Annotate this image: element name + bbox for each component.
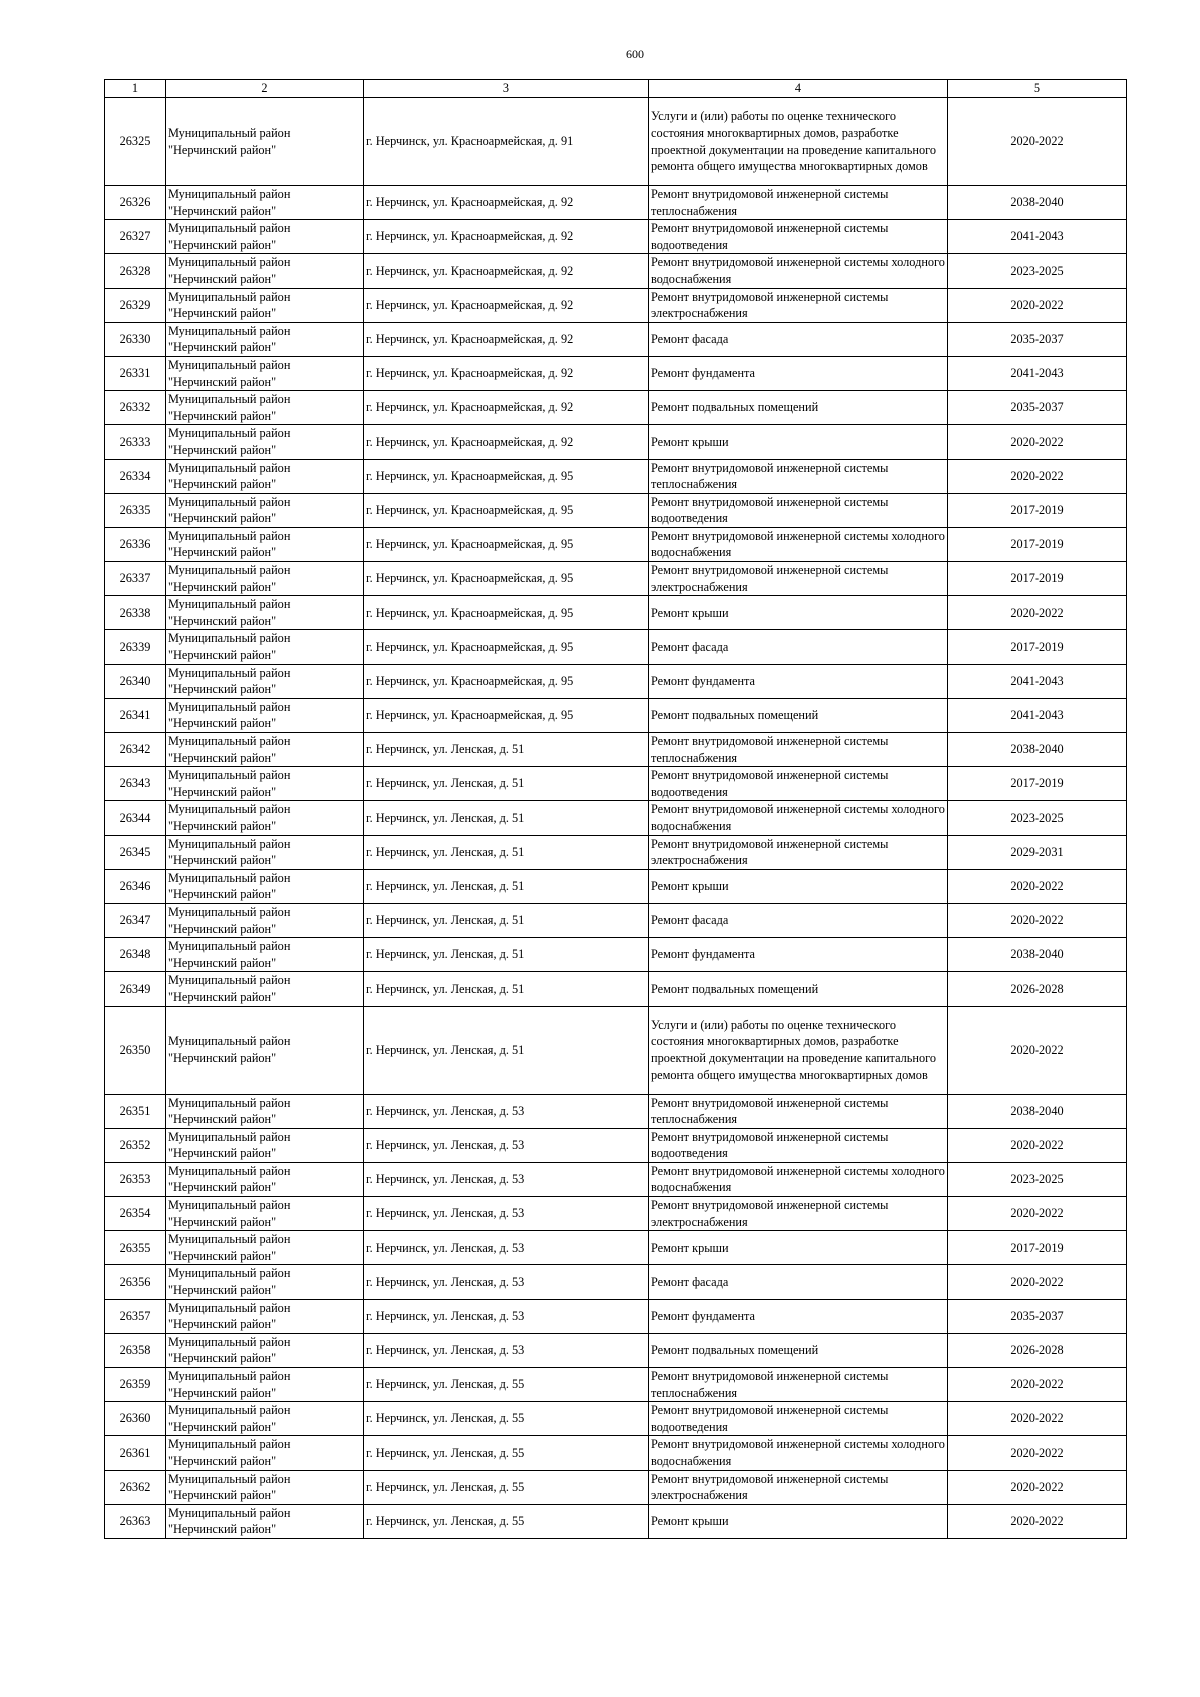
municipality-cell: Муниципальный район "Нерчинский район" [166,1299,364,1333]
work-type-cell: Ремонт фундамента [649,938,948,972]
address-cell: г. Нерчинск, ул. Ленская, д. 51 [364,801,649,835]
municipality-cell: Муниципальный район "Нерчинский район" [166,972,364,1006]
table-row [105,835,1127,869]
work-type-cell: Ремонт внутридомовой инженерной системы электроснабжения [649,288,948,322]
table-row [105,630,1127,664]
period-cell: 2023-2025 [948,1162,1127,1196]
work-type-cell: Ремонт внутридомовой инженерной системы теплоснабжения [649,459,948,493]
period-cell: 2020-2022 [948,1470,1127,1504]
row-number-cell: 26363 [105,1504,166,1538]
page-number: 600 [626,47,644,61]
row-number-cell: 26343 [105,767,166,801]
row-number-cell: 26328 [105,254,166,288]
municipality-cell: Муниципальный район "Нерчинский район" [166,254,364,288]
row-number-cell: 26354 [105,1197,166,1231]
table-body [105,98,1127,1539]
period-cell: 2017-2019 [948,562,1127,596]
address-cell: г. Нерчинск, ул. Красноармейская, д. 95 [364,664,649,698]
period-cell: 2020-2022 [948,1197,1127,1231]
municipality-cell: Муниципальный район "Нерчинский район" [166,1470,364,1504]
period-cell: 2017-2019 [948,1231,1127,1265]
address-cell: г. Нерчинск, ул. Красноармейская, д. 92 [364,425,649,459]
period-cell: 2020-2022 [948,1504,1127,1538]
period-cell: 2020-2022 [948,1402,1127,1436]
work-type-cell: Ремонт фасада [649,903,948,937]
period-cell: 2020-2022 [948,1265,1127,1299]
address-cell: г. Нерчинск, ул. Ленская, д. 55 [364,1504,649,1538]
municipality-cell: Муниципальный район "Нерчинский район" [166,1265,364,1299]
work-type-cell: Ремонт внутридомовой инженерной системы теплоснабжения [649,733,948,767]
table-row [105,220,1127,254]
row-number-cell: 26339 [105,630,166,664]
row-number-cell: 26337 [105,562,166,596]
work-type-cell: Ремонт фасада [649,630,948,664]
work-type-cell: Ремонт фасада [649,322,948,356]
period-cell: 2020-2022 [948,1006,1127,1094]
municipality-cell: Муниципальный район "Нерчинский район" [166,562,364,596]
address-cell: г. Нерчинск, ул. Красноармейская, д. 95 [364,527,649,561]
row-number-cell: 26330 [105,322,166,356]
address-cell: г. Нерчинск, ул. Красноармейская, д. 91 [364,98,649,186]
address-cell: г. Нерчинск, ул. Красноармейская, д. 92 [364,288,649,322]
period-cell: 2038-2040 [948,733,1127,767]
header-col-4: 4 [649,80,948,98]
period-cell: 2038-2040 [948,1094,1127,1128]
row-number-cell: 26334 [105,459,166,493]
period-cell: 2020-2022 [948,1436,1127,1470]
table-row [105,288,1127,322]
municipality-cell: Муниципальный район "Нерчинский район" [166,527,364,561]
address-cell: г. Нерчинск, ул. Ленская, д. 53 [364,1162,649,1196]
work-type-cell: Ремонт подвальных помещений [649,391,948,425]
table-row [105,1094,1127,1128]
period-cell: 2041-2043 [948,664,1127,698]
table-row [105,767,1127,801]
table-row [105,1299,1127,1333]
table-row [105,493,1127,527]
table-row [105,1006,1127,1094]
work-type-cell: Ремонт внутридомовой инженерной системы водоотведения [649,767,948,801]
period-cell: 2020-2022 [948,903,1127,937]
work-type-cell: Ремонт крыши [649,425,948,459]
work-type-cell: Ремонт фундамента [649,1299,948,1333]
address-cell: г. Нерчинск, ул. Ленская, д. 53 [364,1333,649,1367]
period-cell: 2029-2031 [948,835,1127,869]
row-number-cell: 26359 [105,1368,166,1402]
table-header [105,80,1127,98]
row-number-cell: 26362 [105,1470,166,1504]
municipality-cell: Муниципальный район "Нерчинский район" [166,596,364,630]
period-cell: 2041-2043 [948,356,1127,390]
address-cell: г. Нерчинск, ул. Ленская, д. 51 [364,767,649,801]
address-cell: г. Нерчинск, ул. Ленская, д. 51 [364,733,649,767]
period-cell: 2026-2028 [948,972,1127,1006]
row-number-cell: 26353 [105,1162,166,1196]
work-type-cell: Ремонт внутридомовой инженерной системы холодного водоснабжения [649,254,948,288]
table-row [105,322,1127,356]
work-type-cell: Ремонт внутридомовой инженерной системы холодного водоснабжения [649,801,948,835]
municipality-cell: Муниципальный район "Нерчинский район" [166,1368,364,1402]
address-cell: г. Нерчинск, ул. Красноармейская, д. 95 [364,493,649,527]
period-cell: 2035-2037 [948,1299,1127,1333]
table-row [105,254,1127,288]
period-cell: 2041-2043 [948,698,1127,732]
row-number-cell: 26329 [105,288,166,322]
address-cell: г. Нерчинск, ул. Ленская, д. 51 [364,972,649,1006]
table-row [105,869,1127,903]
municipality-cell: Муниципальный район "Нерчинский район" [166,186,364,220]
period-cell: 2020-2022 [948,98,1127,186]
municipality-cell: Муниципальный район "Нерчинский район" [166,1402,364,1436]
work-type-cell: Ремонт внутридомовой инженерной системы электроснабжения [649,1470,948,1504]
row-number-cell: 26347 [105,903,166,937]
work-type-cell: Ремонт внутридомовой инженерной системы электроснабжения [649,1197,948,1231]
municipality-cell: Муниципальный район "Нерчинский район" [166,98,364,186]
table-row [105,527,1127,561]
row-number-cell: 26356 [105,1265,166,1299]
table-row [105,562,1127,596]
address-cell: г. Нерчинск, ул. Ленская, д. 53 [364,1197,649,1231]
municipality-cell: Муниципальный район "Нерчинский район" [166,356,364,390]
header-row [105,80,1127,98]
row-number-cell: 26345 [105,835,166,869]
period-cell: 2026-2028 [948,1333,1127,1367]
row-number-cell: 26325 [105,98,166,186]
table-row [105,664,1127,698]
address-cell: г. Нерчинск, ул. Ленская, д. 53 [364,1094,649,1128]
address-cell: г. Нерчинск, ул. Ленская, д. 51 [364,903,649,937]
row-number-cell: 26357 [105,1299,166,1333]
address-cell: г. Нерчинск, ул. Ленская, д. 51 [364,835,649,869]
municipality-cell: Муниципальный район "Нерчинский район" [166,1197,364,1231]
municipality-cell: Муниципальный район "Нерчинский район" [166,220,364,254]
address-cell: г. Нерчинск, ул. Красноармейская, д. 95 [364,698,649,732]
header-col-5: 5 [948,80,1127,98]
row-number-cell: 26331 [105,356,166,390]
period-cell: 2020-2022 [948,425,1127,459]
period-cell: 2020-2022 [948,1128,1127,1162]
municipality-cell: Муниципальный район "Нерчинский район" [166,733,364,767]
work-type-cell: Ремонт крыши [649,869,948,903]
municipality-cell: Муниципальный район "Нерчинский район" [166,1436,364,1470]
row-number-cell: 26341 [105,698,166,732]
work-type-cell: Ремонт подвальных помещений [649,698,948,732]
period-cell: 2020-2022 [948,596,1127,630]
address-cell: г. Нерчинск, ул. Красноармейская, д. 95 [364,596,649,630]
table-row [105,1504,1127,1538]
address-cell: г. Нерчинск, ул. Красноармейская, д. 92 [364,322,649,356]
period-cell: 2035-2037 [948,322,1127,356]
table-row [105,391,1127,425]
municipality-cell: Муниципальный район "Нерчинский район" [166,767,364,801]
municipality-cell: Муниципальный район "Нерчинский район" [166,1333,364,1367]
municipality-cell: Муниципальный район "Нерчинский район" [166,664,364,698]
work-type-cell: Ремонт крыши [649,1504,948,1538]
work-type-cell: Ремонт внутридомовой инженерной системы электроснабжения [649,562,948,596]
address-cell: г. Нерчинск, ул. Ленская, д. 53 [364,1265,649,1299]
work-type-cell: Ремонт внутридомовой инженерной системы водоотведения [649,1402,948,1436]
table-row [105,1368,1127,1402]
address-cell: г. Нерчинск, ул. Ленская, д. 53 [364,1128,649,1162]
table-row [105,972,1127,1006]
row-number-cell: 26333 [105,425,166,459]
table-row [105,733,1127,767]
table-row [105,1162,1127,1196]
row-number-cell: 26361 [105,1436,166,1470]
row-number-cell: 26338 [105,596,166,630]
municipality-cell: Муниципальный район "Нерчинский район" [166,1094,364,1128]
row-number-cell: 26360 [105,1402,166,1436]
period-cell: 2020-2022 [948,288,1127,322]
period-cell: 2023-2025 [948,254,1127,288]
period-cell: 2020-2022 [948,1368,1127,1402]
municipality-cell: Муниципальный район "Нерчинский район" [166,322,364,356]
period-cell: 2017-2019 [948,630,1127,664]
municipality-cell: Муниципальный район "Нерчинский район" [166,630,364,664]
table-row [105,1197,1127,1231]
period-cell: 2035-2037 [948,391,1127,425]
municipality-cell: Муниципальный район "Нерчинский район" [166,493,364,527]
table-row [105,186,1127,220]
row-number-cell: 26350 [105,1006,166,1094]
work-type-cell: Ремонт фундамента [649,356,948,390]
address-cell: г. Нерчинск, ул. Ленская, д. 53 [364,1299,649,1333]
address-cell: г. Нерчинск, ул. Красноармейская, д. 95 [364,630,649,664]
table-row [105,98,1127,186]
table-row [105,1333,1127,1367]
row-number-cell: 26326 [105,186,166,220]
row-number-cell: 26351 [105,1094,166,1128]
work-type-cell: Услуги и (или) работы по оценке технического состояния многоквартирных домов, разработке проектной документации на проведение капитального ремонта общего имущества многоквартирных домов [649,98,948,186]
municipality-cell: Муниципальный район "Нерчинский район" [166,459,364,493]
municipality-cell: Муниципальный район "Нерчинский район" [166,1006,364,1094]
work-type-cell: Ремонт подвальных помещений [649,1333,948,1367]
table-row [105,459,1127,493]
municipality-cell: Муниципальный район "Нерчинский район" [166,425,364,459]
period-cell: 2020-2022 [948,459,1127,493]
period-cell: 2017-2019 [948,527,1127,561]
period-cell: 2041-2043 [948,220,1127,254]
address-cell: г. Нерчинск, ул. Ленская, д. 51 [364,1006,649,1094]
work-type-cell: Ремонт фундамента [649,664,948,698]
municipality-cell: Муниципальный район "Нерчинский район" [166,1128,364,1162]
table-row [105,1470,1127,1504]
municipality-cell: Муниципальный район "Нерчинский район" [166,391,364,425]
work-type-cell: Ремонт внутридомовой инженерной системы теплоснабжения [649,1094,948,1128]
address-cell: г. Нерчинск, ул. Ленская, д. 53 [364,1231,649,1265]
period-cell: 2038-2040 [948,186,1127,220]
address-cell: г. Нерчинск, ул. Ленская, д. 55 [364,1402,649,1436]
address-cell: г. Нерчинск, ул. Ленская, д. 55 [364,1368,649,1402]
row-number-cell: 26352 [105,1128,166,1162]
work-type-cell: Услуги и (или) работы по оценке технического состояния многоквартирных домов, разработке проектной документации на проведение капитального ремонта общего имущества многоквартирных домов [649,1006,948,1094]
municipality-cell: Муниципальный район "Нерчинский район" [166,288,364,322]
address-cell: г. Нерчинск, ул. Красноармейская, д. 95 [364,459,649,493]
work-type-cell: Ремонт крыши [649,1231,948,1265]
table-row [105,1436,1127,1470]
work-type-cell: Ремонт внутридомовой инженерной системы водоотведения [649,493,948,527]
address-cell: г. Нерчинск, ул. Красноармейская, д. 92 [364,356,649,390]
table-row [105,801,1127,835]
address-cell: г. Нерчинск, ул. Ленская, д. 51 [364,938,649,972]
table-row [105,1265,1127,1299]
municipality-cell: Муниципальный район "Нерчинский район" [166,1162,364,1196]
work-type-cell: Ремонт внутридомовой инженерной системы электроснабжения [649,835,948,869]
municipality-cell: Муниципальный район "Нерчинский район" [166,869,364,903]
table-row [105,938,1127,972]
table-row [105,596,1127,630]
address-cell: г. Нерчинск, ул. Красноармейская, д. 92 [364,220,649,254]
row-number-cell: 26349 [105,972,166,1006]
address-cell: г. Нерчинск, ул. Ленская, д. 55 [364,1470,649,1504]
address-cell: г. Нерчинск, ул. Красноармейская, д. 92 [364,254,649,288]
row-number-cell: 26336 [105,527,166,561]
table-row [105,356,1127,390]
table-row [105,903,1127,937]
work-type-cell: Ремонт внутридомовой инженерной системы холодного водоснабжения [649,1162,948,1196]
work-type-cell: Ремонт крыши [649,596,948,630]
work-type-cell: Ремонт подвальных помещений [649,972,948,1006]
table-row [105,1402,1127,1436]
row-number-cell: 26344 [105,801,166,835]
municipality-cell: Муниципальный район "Нерчинский район" [166,835,364,869]
municipality-cell: Муниципальный район "Нерчинский район" [166,801,364,835]
address-cell: г. Нерчинск, ул. Ленская, д. 51 [364,869,649,903]
row-number-cell: 26348 [105,938,166,972]
row-number-cell: 26327 [105,220,166,254]
address-cell: г. Нерчинск, ул. Красноармейская, д. 92 [364,186,649,220]
table-row [105,698,1127,732]
work-type-cell: Ремонт внутридомовой инженерной системы теплоснабжения [649,186,948,220]
row-number-cell: 26346 [105,869,166,903]
period-cell: 2020-2022 [948,869,1127,903]
period-cell: 2017-2019 [948,767,1127,801]
address-cell: г. Нерчинск, ул. Красноармейская, д. 92 [364,391,649,425]
work-type-cell: Ремонт внутридомовой инженерной системы холодного водоснабжения [649,1436,948,1470]
period-cell: 2023-2025 [948,801,1127,835]
municipality-cell: Муниципальный район "Нерчинский район" [166,1231,364,1265]
row-number-cell: 26342 [105,733,166,767]
work-type-cell: Ремонт фасада [649,1265,948,1299]
header-col-2: 2 [166,80,364,98]
row-number-cell: 26358 [105,1333,166,1367]
header-col-1: 1 [105,80,166,98]
table-row [105,1128,1127,1162]
header-col-3: 3 [364,80,649,98]
row-number-cell: 26340 [105,664,166,698]
work-type-cell: Ремонт внутридомовой инженерной системы теплоснабжения [649,1368,948,1402]
address-cell: г. Нерчинск, ул. Ленская, д. 55 [364,1436,649,1470]
work-type-cell: Ремонт внутридомовой инженерной системы водоотведения [649,220,948,254]
period-cell: 2038-2040 [948,938,1127,972]
municipality-cell: Муниципальный район "Нерчинский район" [166,903,364,937]
period-cell: 2017-2019 [948,493,1127,527]
municipality-cell: Муниципальный район "Нерчинский район" [166,698,364,732]
municipality-cell: Муниципальный район "Нерчинский район" [166,1504,364,1538]
row-number-cell: 26355 [105,1231,166,1265]
table-row [105,1231,1127,1265]
row-number-cell: 26335 [105,493,166,527]
municipality-cell: Муниципальный район "Нерчинский район" [166,938,364,972]
repair-registry-table [104,79,1127,1539]
address-cell: г. Нерчинск, ул. Красноармейская, д. 95 [364,562,649,596]
work-type-cell: Ремонт внутридомовой инженерной системы холодного водоснабжения [649,527,948,561]
row-number-cell: 26332 [105,391,166,425]
work-type-cell: Ремонт внутридомовой инженерной системы водоотведения [649,1128,948,1162]
table-row [105,425,1127,459]
